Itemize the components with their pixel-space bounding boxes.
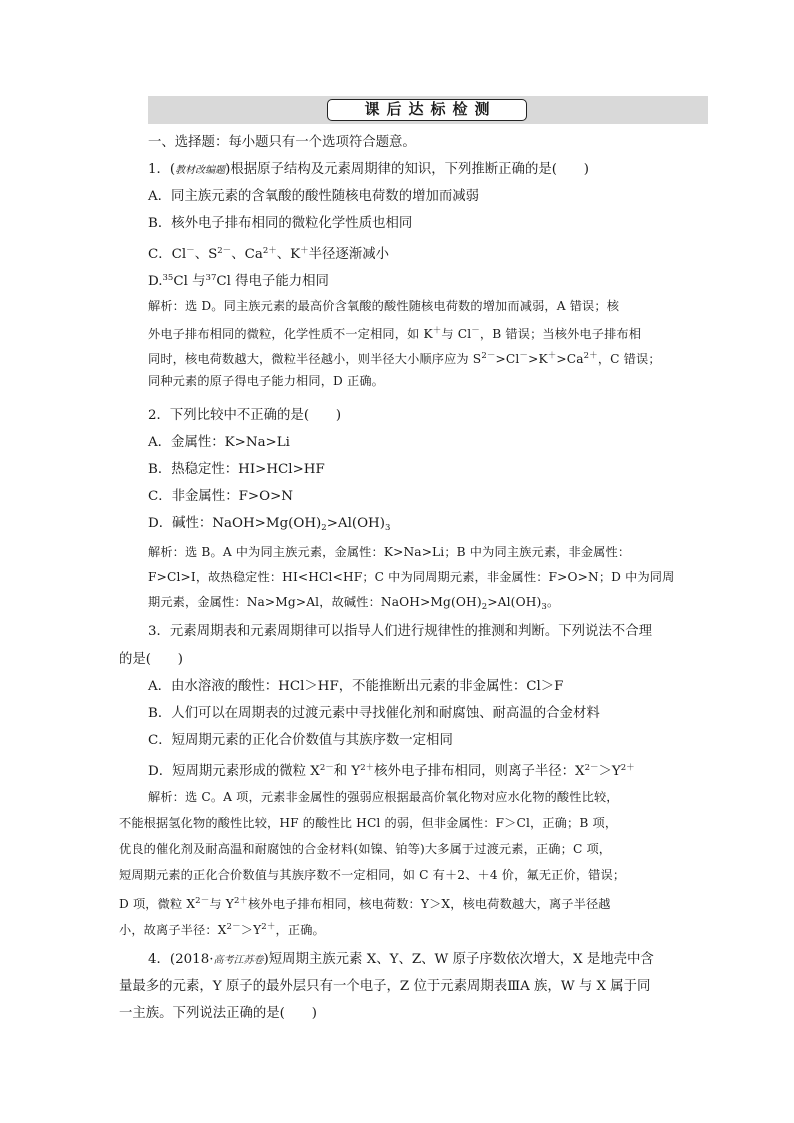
q1-c-sup: 2－ (217, 246, 232, 256)
q1-analysis-line (148, 321, 641, 344)
q1-d-text: Cl 与 (173, 274, 206, 289)
q1-stem-text: )根据原子结构及元素周期律的知识，下列推断正确的是( ) (225, 162, 589, 177)
q4-stem (148, 950, 654, 971)
q2-option-d (148, 514, 390, 538)
q1-c-text: 、S (194, 247, 218, 262)
q1-ana-sup: ＋ (432, 326, 442, 336)
q1-ana-text: >K (528, 352, 548, 366)
q1-option-c (148, 241, 389, 265)
q3-ana-text: ，正确。 (275, 923, 325, 937)
q4-tag: 高考江苏卷 (213, 955, 264, 966)
q1-tag: 教材改编题 (175, 165, 226, 176)
q3-ana-sup: 2＋ (261, 922, 276, 932)
q1-c-sup: － (186, 246, 195, 256)
section-heading: 一、选择题：每小题只有一个选项符合题意。 (148, 135, 416, 150)
q1-ana-text: >Ca (556, 352, 584, 366)
q1-option-a: A．同主族元素的含氧酸的酸性随核电荷数的增加而减弱 (148, 189, 480, 204)
q1-analysis-line: 同种元素的原子得电子能力相同，D 正确。 (148, 374, 385, 388)
q1-d-sup: 35 (162, 273, 174, 283)
q2-analysis-line (148, 592, 559, 617)
q3-ana-sup: 2＋ (233, 896, 249, 906)
q1-number: 1．( (148, 162, 176, 177)
q3-option-b: B．人们可以在周期表的过渡元素中寻找催化剂和耐腐蚀、耐高温的合金材料 (148, 706, 600, 721)
q2-ana-text: 期元素，金属性：Na>Mg>Al，故碱性：NaOH>Mg(OH) (148, 595, 482, 609)
q1-ana-text: 同时，核电荷数越大，微粒半径越小，则半径大小顺序应为 S (148, 352, 482, 366)
q2-d-sub: 2 (321, 523, 327, 533)
q3-stem: 3．元素周期表和元素周期律可以指导人们进行规律性的推测和判断。下列说法不合理 (148, 624, 652, 639)
q1-c-sup: 2＋ (262, 246, 277, 256)
q3-ana-text: 小，故离子半径：X (119, 923, 227, 937)
q1-c-text: 、K (276, 247, 301, 262)
q3-d-sup: 2＋ (620, 763, 635, 773)
q1-option-d (148, 268, 329, 292)
q4-stem: 一主族。下列说法正确的是( ) (119, 1006, 317, 1021)
q2-ana-sub: 3 (541, 602, 547, 612)
q4-stem: 量最多的元素，Y 原子的最外层只有一个电子，Z 位于元素周期表ⅢA 族，W 与 X 属于同 (119, 979, 651, 994)
q2-analysis-line: 解析：选 B。A 中为同主族元素，金属性：K>Na>Li；B 中为同主族元素，非金属性： (148, 545, 631, 559)
q3-analysis-line (119, 917, 325, 940)
q3-ana-sup: 2－ (195, 896, 210, 906)
q2-stem: 2．下列比较中不正确的是( ) (148, 408, 342, 423)
q1-ana-text: 与 Cl (441, 327, 472, 341)
q3-analysis-line: 优良的催化剂及耐高温和耐腐蚀的合金材料(如镍、铂等)大多属于过渡元素，正确；C 项， (119, 842, 612, 856)
q2-option-a: A．金属性：K>Na>Li (148, 435, 290, 450)
q2-ana-text: 。 (546, 595, 560, 609)
q2-ana-text: >Al(OH) (487, 595, 542, 609)
q3-ana-text: 核外电子排布相同，核电荷数：Y＞X，核电荷数越大，离子半径越 (248, 897, 611, 911)
q1-d-sup: 37 (205, 273, 217, 283)
q2-d-text: >Al(OH) (326, 516, 385, 531)
q3-ana-text: ＞Y (240, 923, 262, 937)
q3-analysis-line: 解析：选 C。A 项，元素非金属性的强弱应根据最高价氧化物对应水化物的酸性比较， (148, 790, 619, 804)
q3-option-a: A．由水溶液的酸性：HCl＞HF，不能推断出元素的非金属性：Cl＞F (148, 679, 564, 694)
q3-d-sup: 2－ (584, 763, 599, 773)
q1-analysis-line: 解析：选 D。同主族元素的最高价含氧酸的酸性随核电荷数的增加而减弱，A 错误；核 (148, 299, 620, 313)
q3-analysis-line (119, 891, 611, 914)
q4-number: 4．(2018· (148, 952, 214, 967)
q1-stem (148, 160, 589, 181)
q2-analysis-line: F>Cl>I，故热稳定性：HI<HCl<HF；C 中为同周期元素，非金属性：F>O>N；D 中为同周 (148, 570, 675, 584)
q2-d-sub: 3 (384, 523, 391, 533)
q1-ana-text: 外电子排布相同的微粒，化学性质不一定相同，如 K (148, 327, 433, 341)
q3-d-text: 核外电子排布相同，则离子半径：X (374, 764, 585, 779)
header-title: 课后达标检测 (327, 99, 527, 121)
q2-option-b: B．热稳定性：HI>HCl>HF (148, 462, 325, 477)
q3-stem: 的是( ) (119, 652, 184, 667)
q1-d-text: D. (148, 274, 163, 289)
q1-ana-text: ，C 错误； (597, 352, 661, 366)
q2-option-c: C．非金属性：F>O>N (148, 489, 294, 504)
q3-analysis-line: 不能根据氢化物的酸性比较，HF 的酸性比 HCl 的弱，但非金属性：F＞Cl，正确；B 项， (119, 816, 618, 830)
q1-ana-sup: 2－ (481, 351, 496, 361)
q1-ana-sup: － (471, 326, 480, 336)
q3-analysis-line: 短周期元素的正化合价数值与其族序数不一定相同，如 C 有＋2、＋4 价，氟无正价，错误； (119, 868, 626, 882)
q1-c-text: 、Ca (231, 247, 263, 262)
q3-ana-sup: 2－ (226, 922, 241, 932)
q3-ana-text: D 项，微粒 X (119, 897, 196, 911)
q1-ana-sup: － (519, 351, 529, 361)
q1-ana-sup: 2＋ (583, 351, 598, 361)
q1-ana-text: ，B 错误；当核外电子排布相 (479, 327, 642, 341)
q1-c-text: C．Cl (148, 247, 187, 262)
q3-d-text: 和 Y (333, 764, 361, 779)
q1-ana-text: >Cl (495, 352, 520, 366)
q1-option-b: B．核外电子排布相同的微粒化学性质也相同 (148, 216, 413, 231)
q3-d-text: D．短周期元素形成的微粒 X (148, 764, 320, 779)
q1-c-text: 半径逐渐减小 (308, 247, 389, 262)
q3-d-sup: 2－ (319, 763, 334, 773)
q3-option-d (148, 758, 635, 782)
q4-stem-text: )短周期主族元素 X、Y、Z、W 原子序数依次增大，X 是地壳中含 (263, 952, 654, 967)
q3-option-c: C．短周期元素的正化合价数值与其族序数一定相同 (148, 733, 453, 748)
q3-d-sup: 2＋ (360, 763, 375, 773)
q1-analysis-line (148, 346, 661, 369)
q1-c-sup: ＋ (300, 246, 309, 256)
q1-ana-sup: ＋ (547, 351, 557, 361)
q2-d-text: D．碱性：NaOH>Mg(OH) (148, 516, 322, 531)
q3-d-text: ＞Y (598, 764, 621, 779)
q2-ana-sub: 2 (481, 602, 488, 612)
q1-d-text: Cl 得电子能力相同 (216, 274, 329, 289)
q3-ana-text: 与 Y (209, 897, 234, 911)
